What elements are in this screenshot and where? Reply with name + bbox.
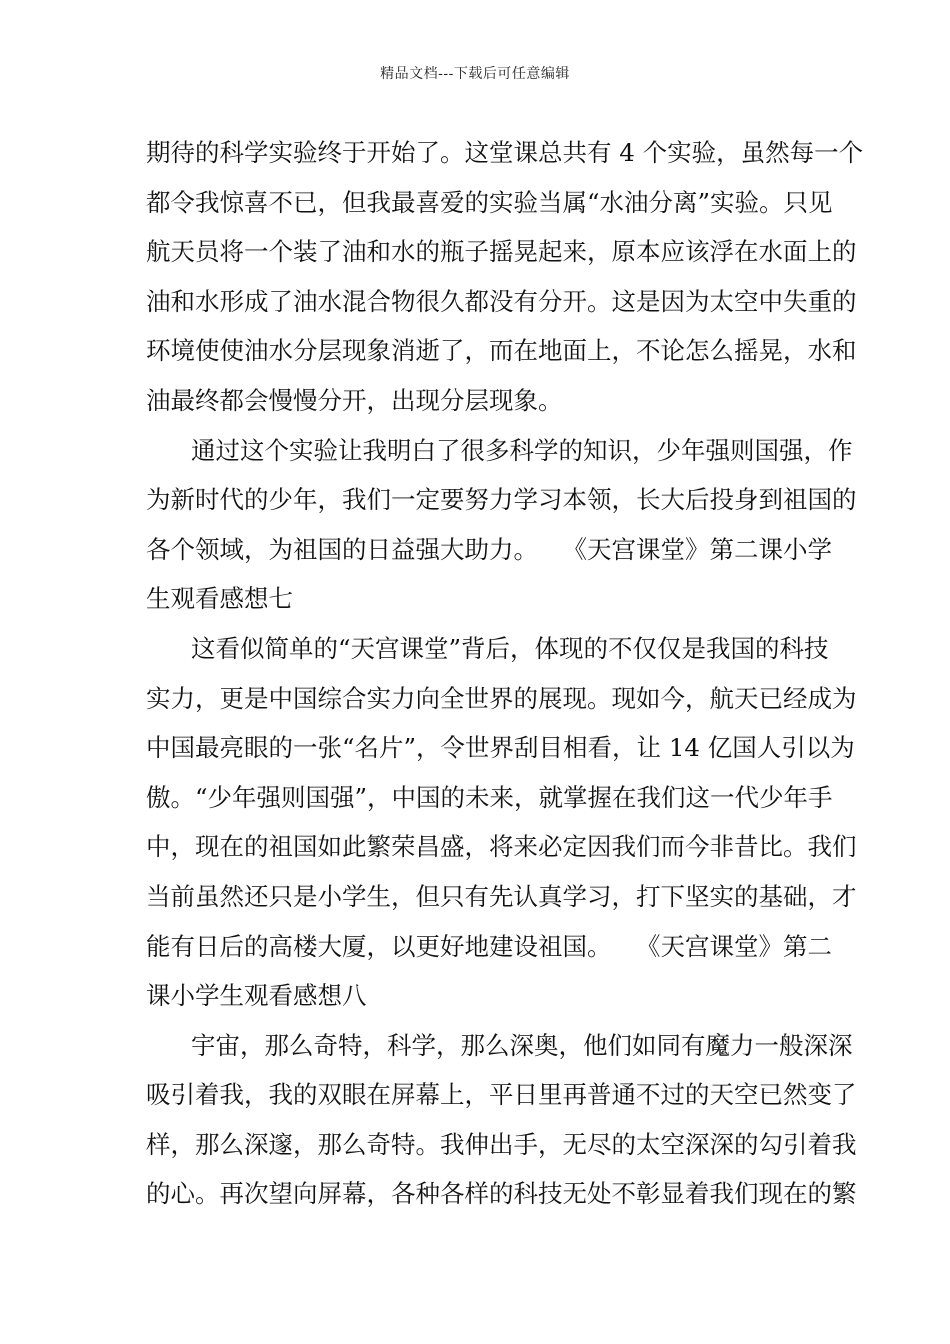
text-line: 中，现在的祖国如此繁荣昌盛，将来必定因我们而今非昔比。我们 (146, 832, 857, 862)
text-line: 吸引着我，我的双眼在屏幕上，平日里再普通不过的天空已然变了 (146, 1080, 857, 1110)
text-line: 中国最亮眼的一张“名片”，令世界刮目相看，让 14 亿国人引以为 (146, 733, 855, 763)
document-body (146, 128, 864, 1219)
text-line: 各个领域，为祖国的日益强大助力。 《天宫课堂》第二课小学 (146, 534, 832, 564)
text-line: 油和水形成了油水混合物很久都没有分开。这是因为太空中失重的 (146, 286, 857, 316)
text-line: 课小学生观看感想八 (146, 981, 367, 1011)
text-line: 样，那么深邃，那么奇特。我伸出手，无尽的太空深深的勾引着我 (146, 1129, 857, 1159)
text-line: 当前虽然还只是小学生，但只有先认真学习，打下坚实的基础，才 (146, 881, 857, 911)
text-line: 为新时代的少年，我们一定要努力学习本领，长大后投身到祖国的 (146, 485, 857, 515)
text-line: 傲。“少年强则国强”，中国的未来，就掌握在我们这一代少年手 (146, 782, 833, 812)
text-line: 这看似简单的“天宫课堂”背后，体现的不仅仅是我国的科技 (191, 633, 829, 663)
text-line: 航天员将一个装了油和水的瓶子摇晃起来，原本应该浮在水面上的 (146, 237, 857, 267)
text-line: 油最终都会慢慢分开，出现分层现象。 (146, 385, 563, 415)
text-line: 能有日后的高楼大厦，以更好地建设祖国。 《天宫课堂》第二 (146, 931, 832, 961)
page-header: 精品文档---下载后可任意编辑 (380, 66, 570, 82)
text-line: 宇宙，那么奇特，科学，那么深奥，他们如同有魔力一般深深 (191, 1030, 853, 1060)
text-line: 环境使使油水分层现象消逝了，而在地面上，不论怎么摇晃，水和 (146, 336, 857, 366)
text-line: 期待的科学实验终于开始了。这堂课总共有 4 个实验，虽然每一个 (146, 138, 864, 167)
text-line: 生观看感想七 (146, 584, 293, 614)
text-line: 的心。再次望向屏幕，各种各样的科技无处不彰显着我们现在的繁 (146, 1179, 857, 1209)
text-line: 实力，更是中国综合实力向全世界的展现。现如今，航天已经成为 (146, 683, 857, 713)
text-line: 通过这个实验让我明白了很多科学的知识，少年强则国强，作 (191, 435, 853, 465)
text-line: 都令我惊喜不已，但我最喜爱的实验当属“水油分离”实验。只见 (146, 187, 833, 217)
